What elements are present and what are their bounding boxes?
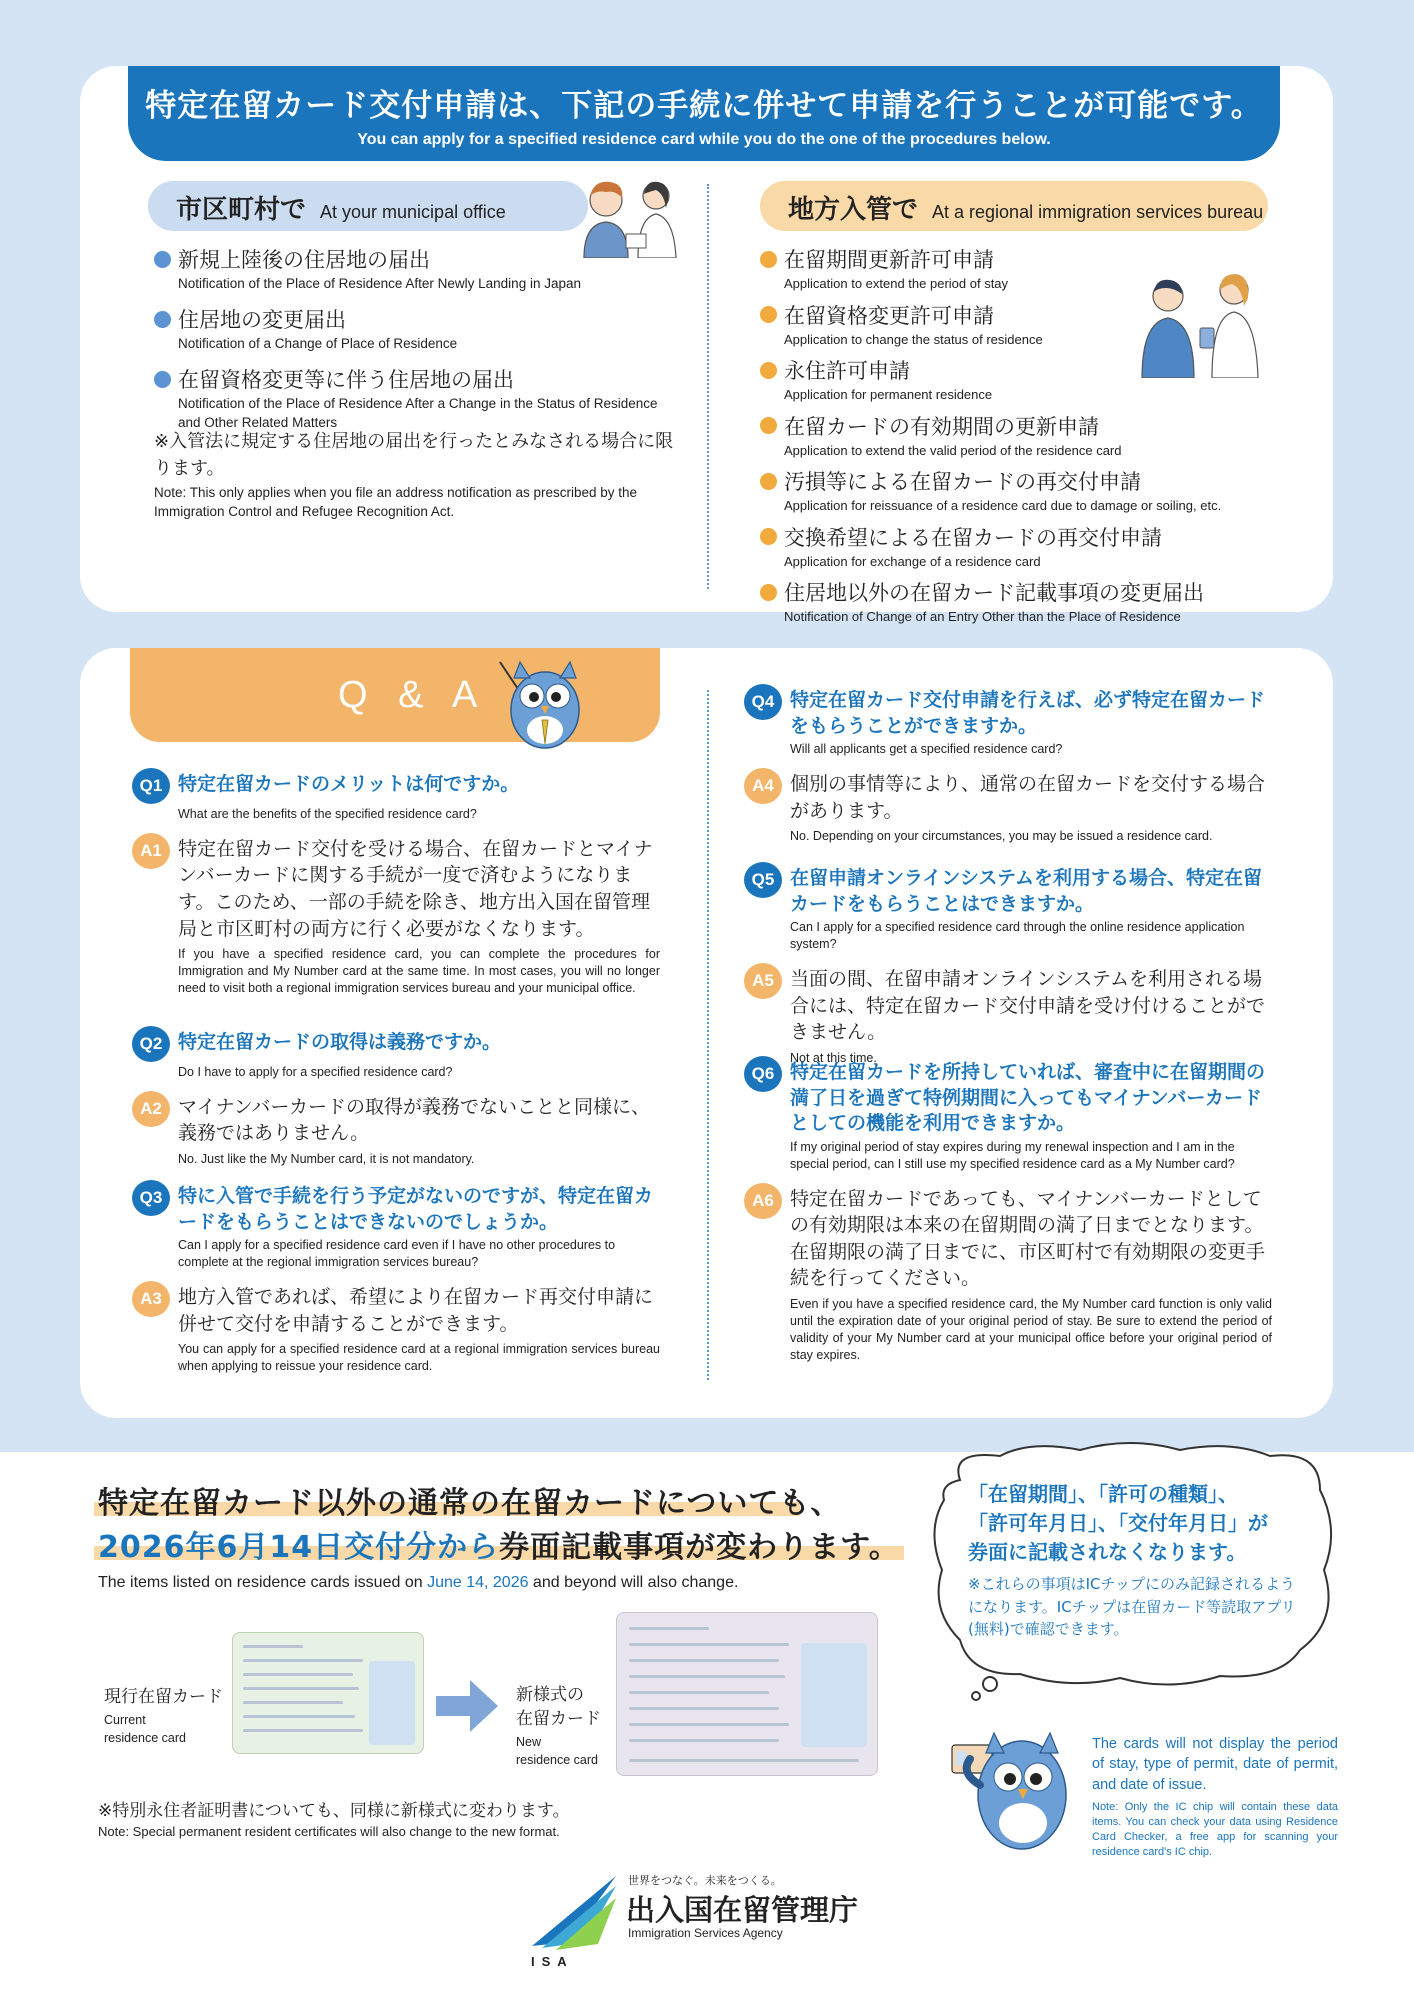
headline-date: 2026年6月14日交付分から	[98, 1530, 500, 1565]
question-en: Can I apply for a specified residence card even if I have no other procedures to complete at the regional immigration services bureau?	[178, 1238, 616, 1270]
item-title-ja: 在留カードの有効期間の更新申請	[784, 414, 1099, 439]
bullet-icon	[760, 306, 777, 323]
answer-badge: A4	[744, 768, 782, 804]
item-title-ja: 住居地の変更届出	[178, 308, 346, 333]
card-change-note-en: Note: Only the IC chip will contain these data items. You can check your data using Residence Card Checker, a free app for scanning your residence card's IC chip.	[1092, 1801, 1338, 1858]
bullet-icon	[154, 371, 171, 388]
question-en: What are the benefits of the specified residence card?	[178, 807, 477, 821]
item-title-ja: 汚損等による在留カードの再交付申請	[784, 470, 1141, 495]
municipal-procedures-list	[154, 244, 674, 443]
item-title-ja: 在留資格変更等に伴う住居地の届出	[178, 368, 514, 393]
bullet-icon	[760, 251, 777, 268]
arrow-right-icon	[436, 1678, 500, 1734]
question-ja: 在留申請オンラインシステムを利用する場合、特定在留カードをもらうことはできますか。	[790, 867, 1263, 915]
item-title-en: Application to change the status of residence	[784, 331, 1043, 347]
answer-badge: A1	[132, 833, 170, 869]
item-title-ja: 住居地以外の在留カード記載事項の変更届出	[784, 581, 1204, 606]
answer-badge: A6	[744, 1183, 782, 1219]
bullet-icon	[154, 311, 171, 328]
logo-abbr: ISA	[531, 1954, 574, 1969]
item-title-en: Application for reissuance of a residence card due to damage or soiling, etc.	[784, 498, 1222, 514]
question-ja: 特定在留カードを所持していれば、審査中に在留期間の満了日を過ぎて特例期間に入ってもマイナンバーカードとしての機能を利用できますか。	[790, 1061, 1266, 1135]
answer-ja: 地方入管であれば、希望により在留カード再交付申請に併せて交付を申請することができます。	[178, 1286, 654, 1335]
item-title-ja: 交換希望による在留カードの再交付申請	[784, 525, 1162, 550]
list-item	[154, 364, 674, 431]
item-title-en: Notification of Change of an Entry Other than the Place of Residence	[784, 609, 1181, 625]
banner-title-ja: 特定在留カード交付申請は、下記の手続に併せて申請を行うことが可能です。	[145, 88, 1263, 124]
item-title-ja: 在留資格変更許可申請	[784, 303, 994, 328]
list-item	[760, 244, 1380, 293]
question-en: Can I apply for a specified residence card through the online residence application system?	[790, 920, 1245, 952]
question-en: Will all applicants get a specified residence card?	[790, 742, 1063, 757]
headline-line-2	[98, 1522, 900, 1566]
list-item	[760, 355, 1380, 404]
question-en: Do I have to apply for a specified residence card?	[178, 1065, 453, 1079]
qa-panel	[80, 648, 1333, 1418]
item-title-en: Notification of the Place of Residence After Newly Landing in Japan	[178, 276, 581, 291]
answer-ja: 特定在留カード交付を受ける場合、在留カードとマイナンバーカードに関する手続が一度で済むようになります。このため、一部の手続を除き、地方出入国在留管理局と市区町村の両方に行く必要がなくなります。	[178, 837, 653, 940]
bubble-note: ※これらの事項はICチップにのみ記録されるようになります。ICチップは在留カード等読取アプリ(無料)で確認できます。	[968, 1575, 1296, 1638]
bubble-title-line: 「在留期間」、「許可の種類」、	[968, 1482, 1238, 1506]
answer-en: If you have a specified residence card, you can complete the procedures for Immigration and My Number card at the same time. In most cases, you will no longer need to visit both a regional immigration services bureau and your municipal office.	[178, 947, 660, 995]
answer-badge: A5	[744, 963, 782, 999]
isa-logo-icon	[528, 1872, 620, 1952]
question-ja: 特に入管で手続を行う予定がないのですが、特定在留カードをもらうことはできないのでしょうか。	[178, 1185, 654, 1233]
procedures-panel	[80, 66, 1333, 625]
headline-en-pre: The items listed on residence cards issued on	[98, 1574, 428, 1591]
qa-item-4	[744, 684, 1272, 845]
current-card-label	[104, 1686, 223, 1746]
bubble-title-line: 券面に記載されなくなります。	[968, 1540, 1247, 1564]
list-item	[760, 466, 1380, 515]
qa-item-3	[132, 1180, 660, 1375]
bullet-icon	[760, 473, 777, 490]
question-badge: Q4	[744, 684, 782, 720]
headline-en-post: and beyond will also change.	[528, 1574, 739, 1591]
qa-item-2	[132, 1026, 660, 1168]
bubble-title-line: 「許可年月日」、「交付年月日」が	[968, 1511, 1268, 1535]
new-card-label-en: residence card	[516, 1752, 598, 1767]
item-title-en: Notification of the Place of Residence After a Change in the Status of Residence and Other Related Matters	[178, 396, 658, 430]
item-title-en: Application to extend the period of stay	[784, 276, 1009, 291]
answer-en: You can apply for a specified residence card at a regional immigration services bureau when applying to reissue your residence card.	[178, 1342, 660, 1374]
list-item	[760, 577, 1380, 626]
card-change-en: The cards will not display the period of stay, type of permit, date of permit, and date of issue.	[1092, 1736, 1338, 1793]
column-divider	[707, 184, 709, 589]
headline-en-date: June 14, 2026	[427, 1574, 529, 1591]
column-divider	[707, 690, 709, 1380]
owl-mascot-icon	[940, 1715, 1080, 1855]
list-item	[760, 411, 1380, 460]
bubble-text	[968, 1480, 1308, 1641]
list-item	[760, 300, 1380, 349]
answer-ja: 個別の事情等により、通常の在留カードを交付する場合があります。	[790, 773, 1266, 822]
list-item	[154, 304, 674, 353]
qa-item-6	[744, 1056, 1272, 1364]
new-card-label-ja: 新様式の	[516, 1685, 584, 1705]
new-card-label-ja: 在留カード	[516, 1708, 601, 1729]
answer-badge: A3	[132, 1281, 170, 1317]
answer-en: Not at this time.	[790, 1050, 877, 1065]
bullet-icon	[154, 251, 171, 268]
municipal-office-heading	[148, 181, 588, 231]
bureau-title-en: At a regional immigration services bureau	[932, 202, 1264, 222]
headline-en	[98, 1574, 738, 1592]
question-ja: 特定在留カード交付申請を行えば、必ず特定在留カードをもらうことができますか。	[790, 689, 1266, 737]
owl-mascot-icon	[490, 654, 600, 754]
question-badge: Q5	[744, 862, 782, 898]
question-badge: Q1	[132, 768, 170, 804]
question-badge: Q2	[132, 1026, 170, 1062]
item-title-en: Application to extend the valid period of the residence card	[784, 442, 1122, 458]
item-title-en: Notification of a Change of Place of Residence	[178, 336, 458, 352]
current-card-label-ja: 現行在留カード	[104, 1687, 223, 1707]
bullet-icon	[760, 417, 777, 434]
question-badge: Q6	[744, 1056, 782, 1092]
logo-name-en: Immigration Services Agency	[628, 1926, 783, 1940]
item-title-ja: 新規上陸後の住居地の届出	[178, 248, 430, 272]
bullet-icon	[760, 584, 777, 601]
current-residence-card-image	[232, 1632, 424, 1754]
municipal-title-ja: 市区町村で	[176, 195, 307, 225]
headline-line-1: 特定在留カード以外の通常の在留カードについても、	[98, 1486, 842, 1521]
answer-ja: 特定在留カードであっても、マイナンバーカードとしての有効期限は本来の在留期間の満了日までとなります。在留期限の満了日までに、市区町村で有効期限の変更手続を行ってください。	[790, 1187, 1266, 1290]
item-title-en: Application for permanent residence	[784, 387, 993, 403]
immigration-bureau-heading	[760, 181, 1268, 231]
current-card-label-en: residence card	[104, 1731, 186, 1746]
qa-item-5	[744, 862, 1272, 1067]
footnote-ja: ※特別永住者証明書についても、同様に新様式に変わります。	[98, 1801, 570, 1821]
logo-name-ja: 出入国在留管理庁	[626, 1893, 859, 1927]
new-residence-card-image	[616, 1612, 878, 1776]
question-en: If my original period of stay expires during my renewal inspection and I am in the special period, can I still use my specified residence card as a My Number card?	[790, 1139, 1235, 1171]
bureau-title-ja: 地方入管で	[788, 195, 919, 225]
bullet-icon	[760, 362, 777, 379]
municipal-note-en: Note: This only applies when you file an address notification as prescribed by the Immigration Control and Refugee Recognition Act.	[154, 485, 638, 519]
question-badge: Q3	[132, 1180, 170, 1216]
bureau-procedures-list	[760, 244, 1380, 633]
bullet-icon	[760, 528, 777, 545]
answer-en: Even if you have a specified residence card, the My Number card function is only valid until the expiration date of your original period of stay. Be sure to extend the period of validity of your My Number card at your municipal office before your original period of stay expires.	[790, 1297, 1272, 1362]
question-ja: 特定在留カードのメリットは何ですか。	[178, 773, 520, 795]
municipal-note-ja: ※入管法に規定する住居地の届出を行ったとみなされる場合に限ります。	[154, 431, 674, 479]
item-title-en: Application for exchange of a residence card	[784, 553, 1041, 569]
list-item	[154, 244, 674, 293]
footnote-en: Note: Special permanent resident certificates will also change to the new format.	[98, 1824, 560, 1839]
qa-title: Q & A	[338, 674, 488, 716]
banner-title-en: You can apply for a specified residence card while you do the one of the procedures below.	[357, 131, 1051, 148]
headline-rest: 券面記載事項が変わります。	[499, 1530, 900, 1565]
qa-item-1	[132, 768, 660, 997]
item-title-ja: 在留期間更新許可申請	[784, 248, 994, 272]
answer-en: No. Depending on your circumstances, you may be issued a residence card.	[790, 829, 1213, 844]
list-item	[760, 522, 1380, 571]
new-card-label-en: New	[516, 1734, 542, 1749]
municipal-title-en: At your municipal office	[320, 202, 506, 222]
logo-tagline: 世界をつなぐ。未来をつくる。	[628, 1874, 782, 1887]
question-ja: 特定在留カードの取得は義務ですか。	[178, 1031, 502, 1053]
answer-badge: A2	[132, 1091, 170, 1127]
current-card-label-en: Current	[104, 1712, 146, 1727]
procedures-banner	[128, 66, 1280, 161]
item-title-ja: 永住許可申請	[784, 359, 910, 384]
answer-ja: マイナンバーカードの取得が義務でないことと同様に、義務ではありません。	[178, 1095, 650, 1145]
new-card-label	[516, 1684, 601, 1768]
answer-en: No. Just like the My Number card, it is not mandatory.	[178, 1152, 475, 1167]
answer-ja: 当面の間、在留申請オンラインシステムを利用される場合には、特定在留カード交付申請を受け付けることができません。	[790, 968, 1266, 1044]
